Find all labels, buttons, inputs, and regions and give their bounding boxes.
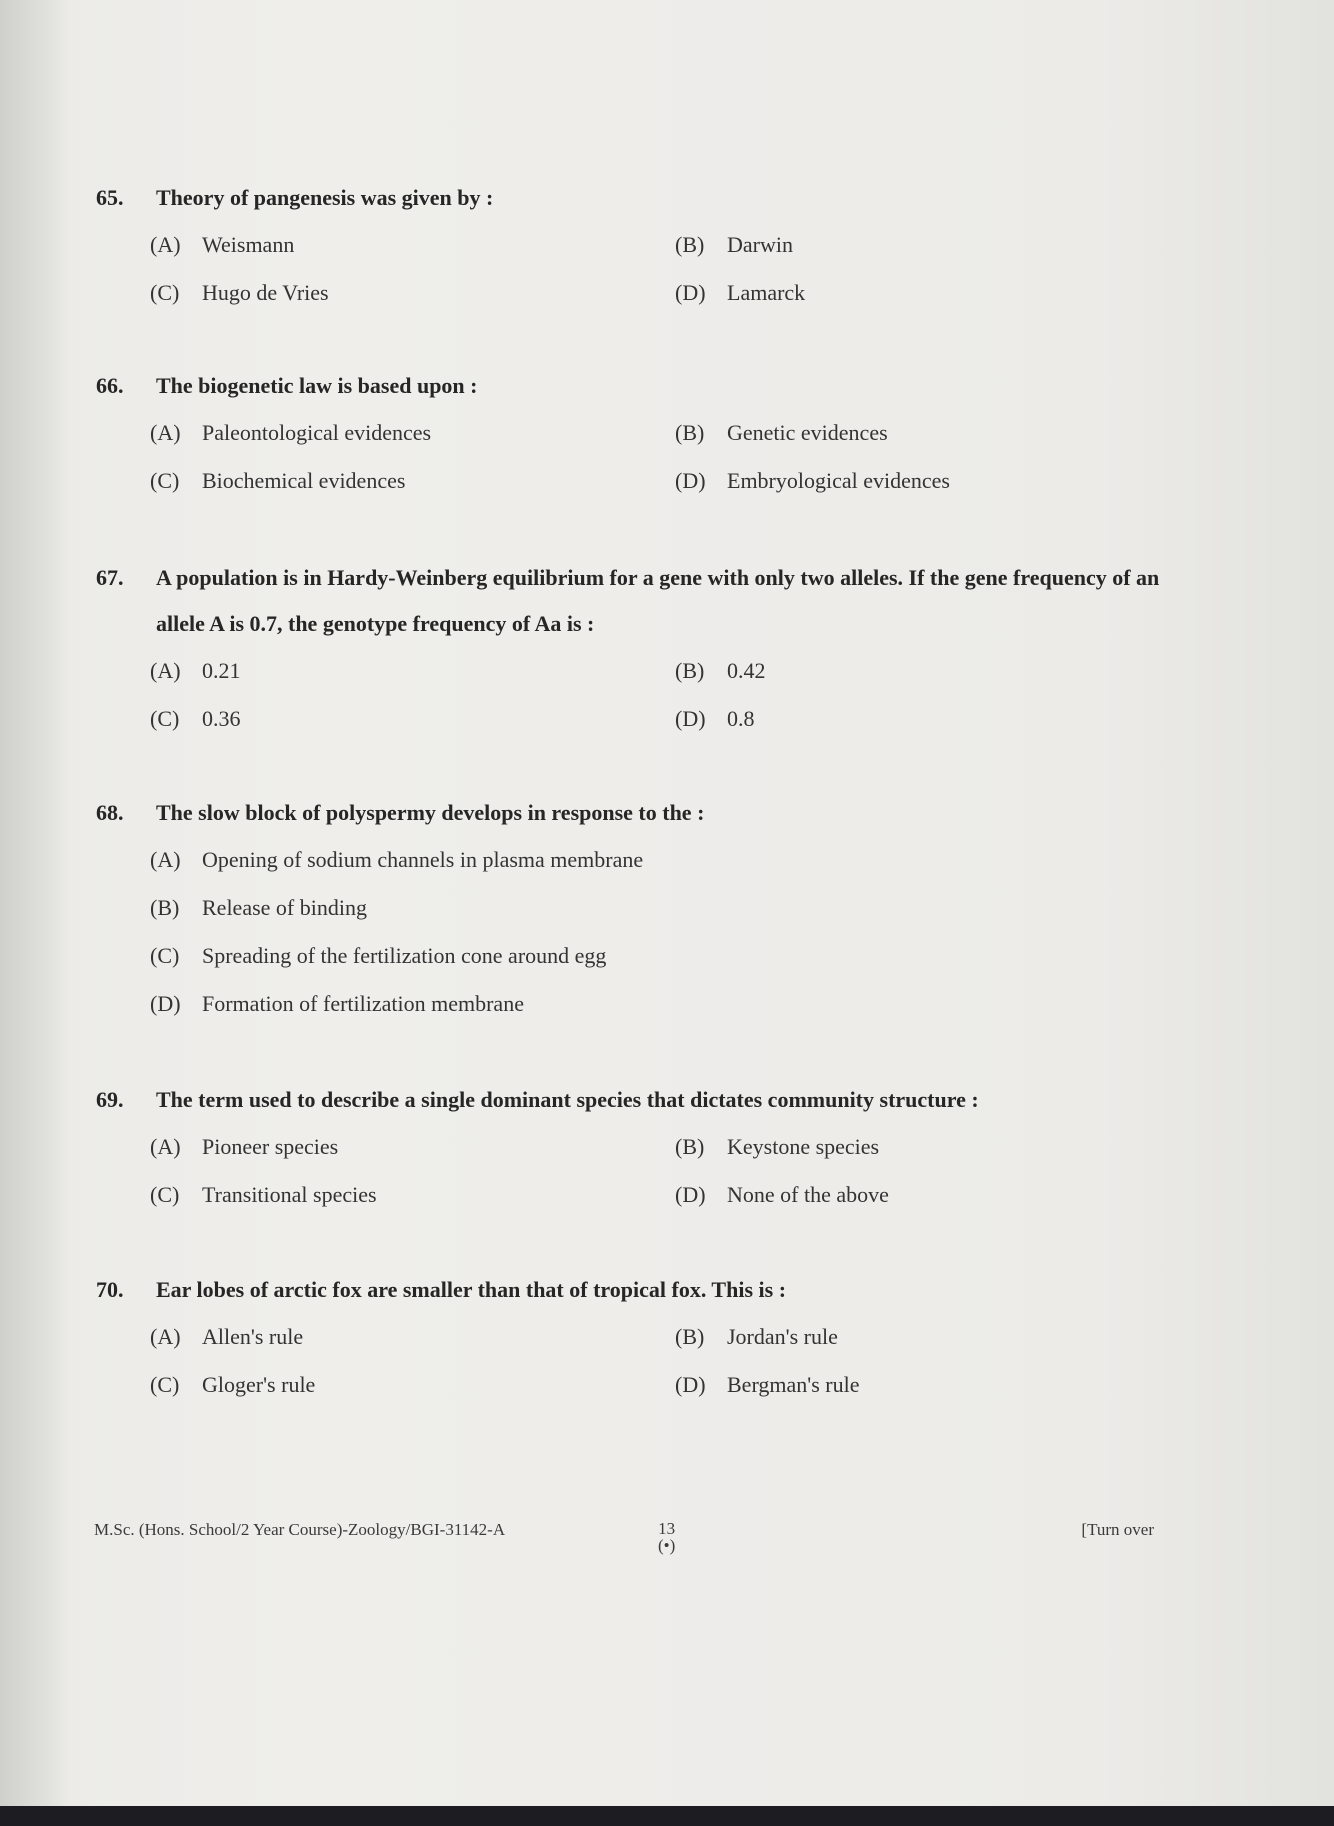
option-d: (D) Lamarck: [675, 280, 806, 305]
option-c: (C) Spreading of the fertilization cone around egg: [150, 943, 607, 968]
question-69: [96, 1077, 1206, 1219]
option-a: (A) Weismann: [150, 232, 295, 257]
question-stem: [96, 555, 1206, 647]
option-a: (A) Opening of sodium channels in plasma membrane: [150, 847, 644, 872]
question-stem: [96, 1077, 1206, 1123]
option-c: (C) Hugo de Vries: [150, 280, 329, 305]
option-c: (C) Biochemical evidences: [150, 468, 406, 493]
options-grid: [150, 409, 1206, 505]
option-c: (C) Transitional species: [150, 1182, 377, 1207]
question-number: 68.: [96, 800, 124, 825]
options-grid: [150, 221, 1206, 317]
scan-shadow: [0, 0, 70, 1826]
question-text: The slow block of polyspermy develops in response to the :: [156, 800, 705, 825]
question-number: 66.: [96, 373, 124, 398]
question-67: [96, 555, 1206, 743]
option-c: (C) 0.36: [150, 706, 241, 731]
option-b: (B) Release of binding: [150, 895, 367, 920]
options-grid: [150, 1313, 1206, 1409]
option-b: (B) Jordan's rule: [675, 1324, 838, 1349]
option-a: (A) Allen's rule: [150, 1324, 304, 1349]
options-grid: [150, 1123, 1206, 1219]
question-text: The biogenetic law is based upon :: [156, 373, 478, 398]
scan-bottom-edge: [0, 1806, 1334, 1826]
option-d: (D) None of the above: [675, 1182, 889, 1207]
question-text: The term used to describe a single dominant species that dictates community structure :: [156, 1087, 979, 1112]
options-list: [150, 836, 1206, 1028]
question-text: A population is in Hardy-Weinberg equilibrium for a gene with only two alleles. If the gene frequency of an allele A is 0.7, the genotype frequency of Aa is :: [156, 565, 1160, 636]
options-grid: [150, 647, 1206, 743]
option-b: (B) Genetic evidences: [675, 420, 888, 445]
question-stem: [96, 175, 1206, 221]
page-number: 13: [658, 1519, 676, 1538]
question-text: Ear lobes of arctic fox are smaller than that of tropical fox. This is :: [156, 1277, 787, 1302]
option-c: (C) Gloger's rule: [150, 1372, 316, 1397]
question-66: [96, 363, 1206, 505]
course-code: M.Sc. (Hons. School/2 Year Course)-Zoology/BGI-31142-A: [94, 1520, 506, 1539]
question-number: 65.: [96, 185, 124, 210]
option-d: (D) Formation of fertilization membrane: [150, 991, 524, 1016]
option-a: (A) Paleontological evidences: [150, 420, 432, 445]
question-number: 67.: [96, 565, 124, 590]
turn-over-note: [Turn over: [1081, 1520, 1154, 1539]
option-a: (A) 0.21: [150, 658, 241, 683]
option-d: (D) 0.8: [675, 706, 755, 731]
option-b: (B) Keystone species: [675, 1134, 880, 1159]
question-stem: [96, 1267, 1206, 1313]
page-mark: (•): [658, 1536, 676, 1555]
option-b: (B) 0.42: [675, 658, 766, 683]
question-stem: [96, 790, 1206, 836]
question-68: [96, 790, 1206, 1028]
question-70: [96, 1267, 1206, 1409]
page-number-block: [658, 1520, 675, 1554]
option-d: (D) Embryological evidences: [675, 468, 950, 493]
question-65: [96, 175, 1206, 317]
option-d: (D) Bergman's rule: [675, 1372, 860, 1397]
question-number: 69.: [96, 1087, 124, 1112]
option-a: (A) Pioneer species: [150, 1134, 339, 1159]
question-number: 70.: [96, 1277, 124, 1302]
option-b: (B) Darwin: [675, 232, 793, 257]
question-stem: [96, 363, 1206, 409]
question-text: Theory of pangenesis was given by :: [156, 185, 494, 210]
